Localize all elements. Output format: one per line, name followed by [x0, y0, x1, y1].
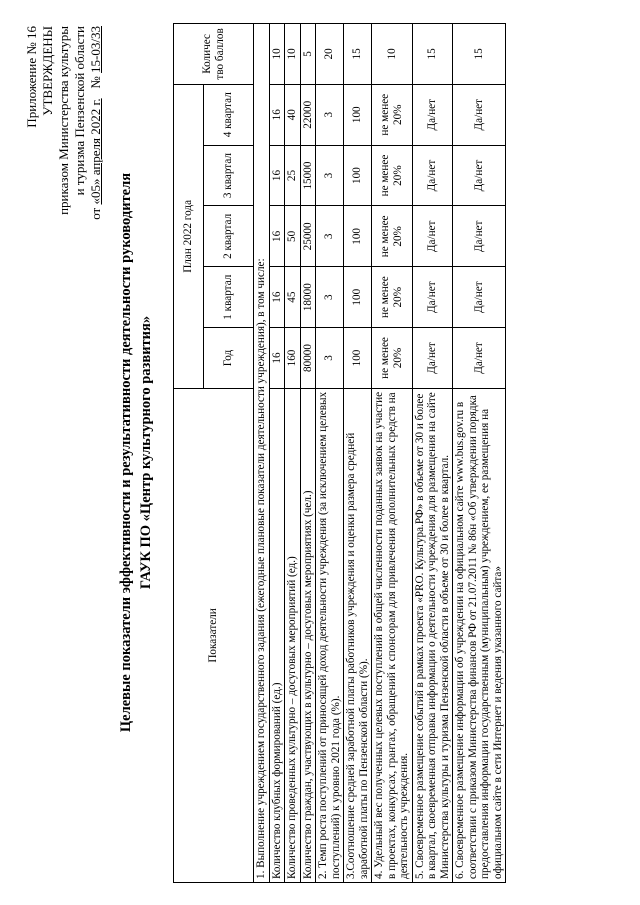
q4-value: не менее 20% [372, 84, 413, 145]
header-year: Год [204, 328, 254, 389]
indicator-name: 5. Своевременное размещение событий в рамках проекта «PRO. Культура.РФ» в объеме от 30 и более в квартал, своевременная отправка информации о деятельности учреждения для размещения на сайте Министерства культуры и туризма Пензенской области в объеме от 30 и более в квартал. [412, 388, 453, 882]
table-row [269, 24, 285, 883]
year-value: 160 [285, 328, 301, 389]
table-row [300, 24, 316, 883]
order-line: приказом Министерства культуры [56, 26, 71, 215]
table-row [285, 24, 301, 883]
date-prefix: от [88, 207, 103, 220]
table-row [453, 24, 506, 883]
header-plan: План 2022 года [174, 84, 204, 388]
indicator-name: 4. Удельный вес полученных целевых поступлений в общей численности поданных заявок на участие в проектах, конкурсах, грантах, обращений к спонсорам для привлечения дополнительных средств на деятельность учреждения. [372, 388, 413, 882]
table-row [412, 24, 453, 883]
document-title: Целевые показатели эффективности и результативности деятельности руководителя [118, 172, 134, 733]
q1-value: не менее 20% [372, 267, 413, 328]
points-value: 10 [269, 24, 285, 85]
year-value: Да/нет [453, 328, 506, 389]
year-value: Да/нет [412, 328, 453, 389]
q1-value: 100 [344, 267, 372, 328]
table-row [316, 24, 344, 883]
q3-value: Да/нет [412, 145, 453, 206]
q1-value: 45 [285, 267, 301, 328]
indicators-table [173, 23, 506, 883]
header-q4: 4 квартал [204, 84, 254, 145]
q2-value: 3 [316, 206, 344, 267]
indicator-name: 6. Своевременное размещение информации об учреждении на официальном сайте www.bus.gov.ru в соответствии с приказом Министерства финансов РФ от 21.07.2011 № 86н «Об утверждении порядка предоставления информации государственным (муниципальным) учреждением, ее размещения на официальном сайте в сети Интернет и ведения указанного сайта» [453, 388, 506, 882]
q1-value: 16 [269, 267, 285, 328]
q3-value: 3 [316, 145, 344, 206]
q4-value: Да/нет [412, 84, 453, 145]
year-value: 3 [316, 328, 344, 389]
q2-value: Да/нет [412, 206, 453, 267]
header-q2: 2 квартал [204, 206, 254, 267]
approved-label: УТВЕРЖДЕНЫ [40, 26, 55, 116]
q4-value: 16 [269, 84, 285, 145]
q4-value: 22000 [300, 84, 316, 145]
q3-value: 100 [344, 145, 372, 206]
year-value: 16 [269, 328, 285, 389]
document-subtitle: ГАУК ПО «Центр культурного развития» [138, 315, 154, 590]
q4-value: 40 [285, 84, 301, 145]
indicator-name: 3.Соотношение средней заработной платы работников учреждения и оценки размера средней заработной платы по Пензенской области (%). [344, 388, 372, 882]
approval-header [24, 26, 104, 220]
q2-value: 25000 [300, 206, 316, 267]
points-value: 10 [372, 24, 413, 85]
header-points: Количес тво баллов [174, 24, 254, 85]
q4-value: 100 [344, 84, 372, 145]
points-value: 5 [300, 24, 316, 85]
q2-value: 50 [285, 206, 301, 267]
order-date: «05» апреля 2022 г. [88, 98, 103, 205]
order-date-line [88, 26, 104, 220]
q3-value: 16 [269, 145, 285, 206]
q1-value: 3 [316, 267, 344, 328]
q4-value: 3 [316, 84, 344, 145]
q3-value: 25 [285, 145, 301, 206]
q3-value: не менее 20% [372, 145, 413, 206]
table-row [344, 24, 372, 883]
section-1-row: 1. Выполнение учреждением государственного задания (ежегодные плановые показатели деятельности учреждения), в том числе: [254, 24, 270, 883]
points-value: 15 [344, 24, 372, 85]
table-row [372, 24, 413, 883]
year-value: не менее 20% [372, 328, 413, 389]
appendix-number: Приложение № 16 [24, 26, 39, 128]
q1-value: Да/нет [453, 267, 506, 328]
q4-value: Да/нет [453, 84, 506, 145]
year-value: 100 [344, 328, 372, 389]
q3-value: 15000 [300, 145, 316, 206]
points-value: 10 [285, 24, 301, 85]
points-value: 15 [412, 24, 453, 85]
year-value: 80000 [300, 328, 316, 389]
indicator-name: Количество клубных формирований (ед.) [269, 388, 285, 882]
q3-value: Да/нет [453, 145, 506, 206]
ministry-line: и туризма Пензенской области [72, 26, 87, 196]
header-q1: 1 квартал [204, 267, 254, 328]
q2-value: Да/нет [453, 206, 506, 267]
order-number: 15-03/33 [88, 26, 103, 73]
number-prefix: № [88, 76, 103, 89]
q2-value: 16 [269, 206, 285, 267]
q1-value: Да/нет [412, 267, 453, 328]
header-indicators: Показатели [174, 388, 254, 882]
q1-value: 18000 [300, 267, 316, 328]
points-value: 15 [453, 24, 506, 85]
indicator-name: Количество граждан, участвующих в культурно – досуговых мероприятиях (чел.) [300, 388, 316, 882]
points-value: 20 [316, 24, 344, 85]
q2-value: 100 [344, 206, 372, 267]
indicator-name: 2. Темп роста поступлений от приносящей доход деятельности учреждения (за исключением целевых поступлений) к уровню 2021 года (%). [316, 388, 344, 882]
indicator-name: Количество проведенных культурно – досуговых мероприятий (ед.) [285, 388, 301, 882]
q2-value: не менее 20% [372, 206, 413, 267]
header-q3: 3 квартал [204, 145, 254, 206]
